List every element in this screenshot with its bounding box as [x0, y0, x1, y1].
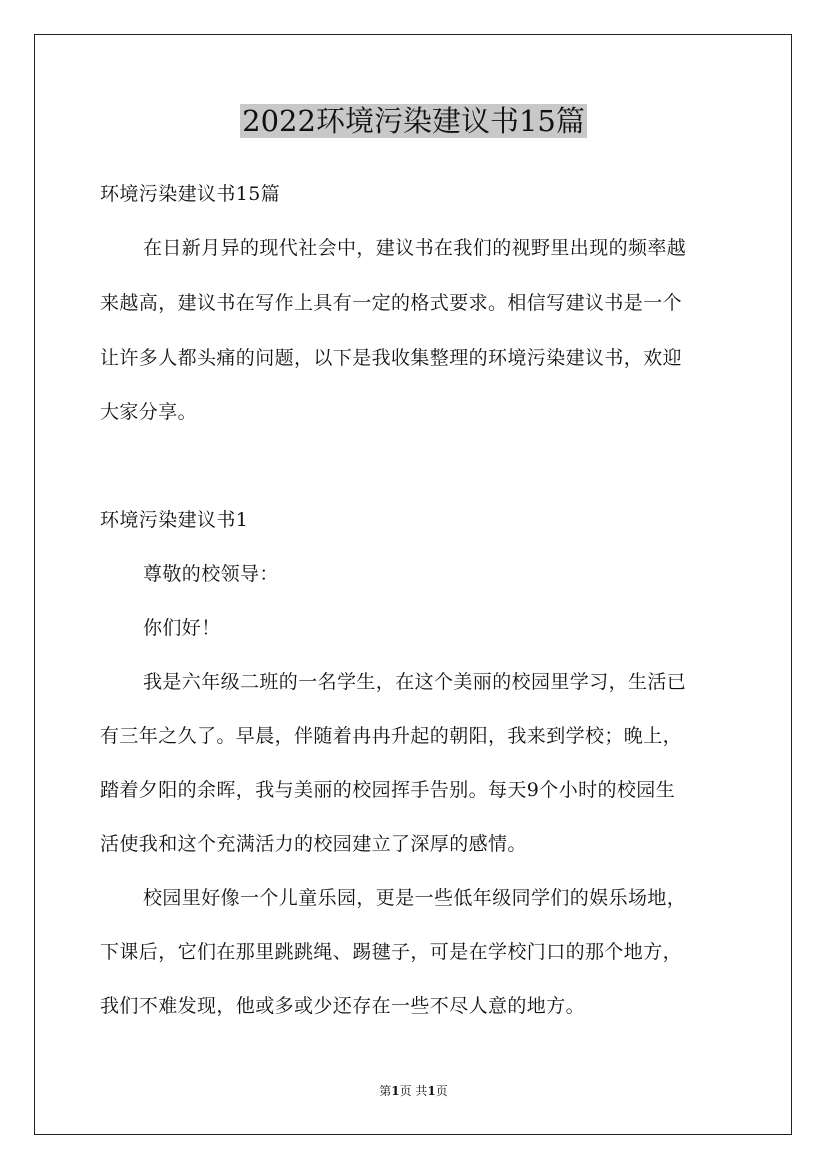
footer-total-pages: 1	[427, 1084, 436, 1098]
footer-suffix: 页	[435, 1084, 448, 1098]
intro-line-3: 让许多人都头痛的问题，以下是我收集整理的环境污染建议书，欢迎	[100, 347, 683, 369]
paragraph2-line-3: 我们不难发现，他或多或少还存在一些不尽人意的地方。	[100, 995, 586, 1017]
intro-line-1: 在日新月异的现代社会中，建议书在我们的视野里出现的频率越	[143, 237, 687, 259]
section-heading: 环境污染建议书1	[100, 509, 249, 531]
footer-prefix: 第	[379, 1084, 392, 1098]
paragraph1-line-2: 有三年之久了。早晨，伴随着冉冉升起的朝阳，我来到学校；晚上，	[100, 725, 683, 747]
greeting: 你们好！	[143, 617, 221, 639]
intro-line-4: 大家分享。	[100, 401, 198, 423]
paragraph1-line-3: 踏着夕阳的余晖，我与美丽的校园挥手告别。每天9个小时的校园生	[100, 779, 676, 801]
intro-line-2: 来越高，建议书在写作上具有一定的格式要求。相信写建议书是一个	[100, 292, 683, 314]
paragraph2-line-1: 校园里好像一个儿童乐园，更是一些低年级同学们的娱乐场地，	[143, 887, 687, 909]
paragraph1-line-4: 活使我和这个充满活力的校园建立了深厚的感情。	[100, 833, 527, 855]
footer-current-page: 1	[391, 1084, 400, 1098]
paragraph2-line-2: 下课后，它们在那里跳跳绳、踢毽子，可是在学校门口的那个地方，	[100, 941, 683, 963]
document-subtitle: 环境污染建议书15篇	[100, 183, 281, 205]
page-footer	[0, 1083, 827, 1099]
salutation: 尊敬的校领导：	[143, 563, 279, 585]
document-title-text: 2022环境污染建议书15篇	[242, 104, 585, 138]
paragraph1-line-1: 我是六年级二班的一名学生，在这个美丽的校园里学习，生活已	[143, 671, 687, 693]
document-title	[0, 98, 827, 144]
footer-mid: 页 共	[399, 1084, 428, 1098]
